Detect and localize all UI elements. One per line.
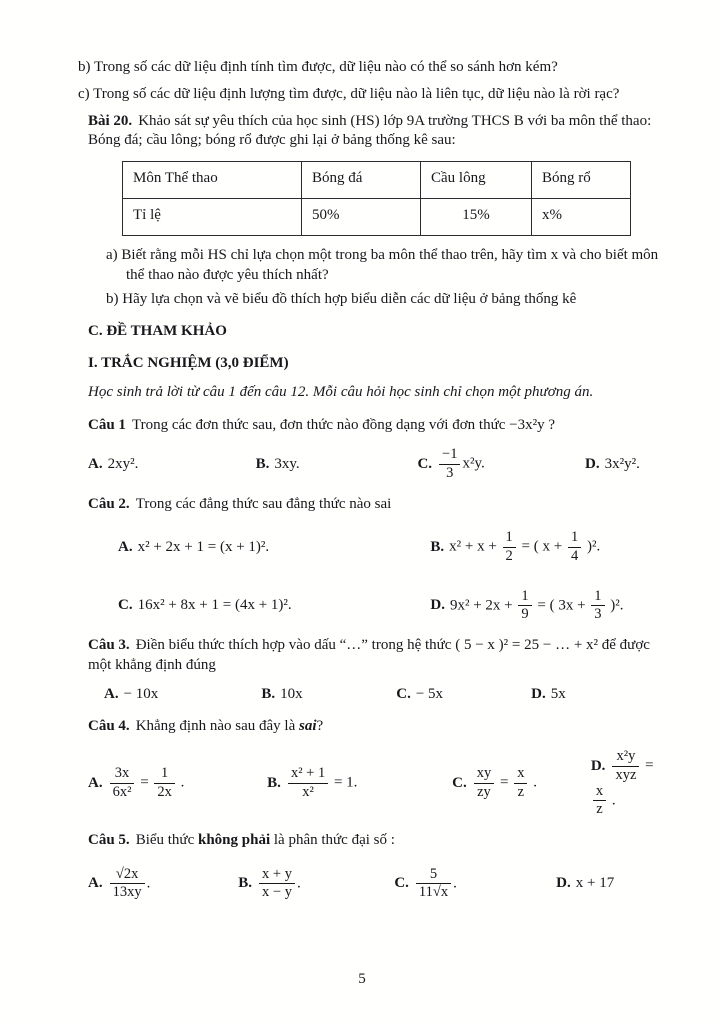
question-2-label: Câu 2. [88, 495, 130, 512]
math-text: = 1. [330, 775, 358, 792]
fraction-denominator: z [514, 783, 527, 801]
option-text: 16x² + 8x + 1 = (4x + 1)². [137, 597, 292, 614]
page-number: 5 [358, 971, 366, 988]
option-text: 3x²y². [604, 455, 640, 472]
table-header-cell: Môn Thể thao [123, 162, 302, 199]
fraction-numerator: x²y [616, 748, 636, 765]
option-label: A. [88, 775, 103, 792]
option-label: C. [396, 685, 411, 702]
q5-option-b [238, 867, 394, 901]
math-text: = [641, 757, 654, 774]
math-text: x² + x + [449, 539, 501, 556]
question-1-text: Trong các đơn thức sau, đơn thức nào đồng dạng với đơn thức −3x²y ? [131, 416, 555, 433]
bai20-paragraph [88, 112, 666, 152]
fraction [259, 867, 295, 901]
fraction [110, 867, 145, 901]
section-i-title: I. TRẮC NGHIỆM (3,0 ĐIỂM) [88, 354, 289, 371]
intro-line-c: c) Trong số các dữ liệu định lượng tìm được, dữ liệu nào là liên tục, dữ liệu nào là rời rạc? [78, 85, 620, 102]
fraction [416, 867, 451, 901]
fraction-denominator: z [593, 800, 606, 818]
q3-option-b [261, 685, 396, 705]
bai20-label: Bài 20. [88, 112, 133, 129]
section-instructions: Học sinh trả lời từ câu 1 đến câu 12. Mỗi câu hỏi học sinh chỉ chọn một phương án. [88, 383, 594, 400]
fraction-denominator: 4 [568, 547, 581, 565]
option-label: C. [417, 455, 433, 472]
q5-option-c [394, 867, 556, 901]
fraction-denominator: 13xy [110, 883, 145, 901]
option-label: A. [88, 875, 103, 892]
fraction-numerator: 1 [505, 529, 513, 546]
math-text: . [529, 775, 537, 792]
math-text: . [453, 875, 457, 892]
fraction-numerator: x + y [262, 865, 292, 882]
option-text: x² + 2x + 1 = (x + 1)². [137, 538, 270, 555]
option-text: x + 17 [575, 874, 615, 891]
fraction [591, 589, 604, 623]
table-cell: 50% [302, 198, 421, 235]
question-3 [88, 636, 666, 704]
fraction-numerator: 1 [570, 529, 579, 546]
fraction [288, 766, 328, 800]
question-5-text: Biểu thức [135, 831, 198, 848]
q4-option-d [591, 749, 666, 818]
option-label: B. [261, 685, 276, 702]
fraction-denominator: xyz [612, 766, 639, 784]
fraction-numerator: 3x [114, 765, 130, 782]
option-label: D. [430, 597, 445, 614]
option-label: B. [238, 875, 253, 892]
math-text: 9x² + 2x + [449, 597, 517, 614]
question-3-label: Câu 3. [88, 637, 130, 654]
math-text: . [146, 875, 151, 892]
question-5-stem [88, 831, 666, 851]
fraction-denominator: x − y [259, 883, 295, 901]
fraction-numerator: √2x [115, 865, 139, 882]
question-1-options [88, 447, 666, 481]
section-c-title: C. ĐỀ THAM KHẢO [88, 323, 227, 340]
fraction-denominator: 11√x [416, 883, 451, 901]
question-4-text: Khẳng định nào sau đây là [135, 718, 299, 735]
fraction [612, 749, 639, 783]
q4-option-a [88, 766, 267, 800]
math-text: )². [606, 597, 624, 614]
bai20-item-a: a) Biết rằng mỗi HS chỉ lựa chọn một trong ba môn thể thao trên, hãy tìm x và cho biết môn thể thao nào được yêu thích nhất? [106, 246, 659, 283]
question-5-tail: là phân thức đại số : [270, 831, 395, 848]
fraction [568, 530, 581, 564]
option-label: C. [394, 875, 409, 892]
q1-option-a [88, 455, 256, 475]
q3-option-a [104, 685, 261, 705]
question-4-emphasis: sai [298, 718, 317, 735]
table-data-row [123, 198, 631, 235]
fraction-numerator: x [595, 782, 604, 799]
option-text: − 10x [123, 685, 159, 702]
fraction [503, 530, 516, 564]
q4-option-b [267, 766, 452, 800]
option-label: B. [430, 539, 445, 556]
fraction [518, 589, 531, 623]
table-cell: Tỉ lệ [123, 198, 302, 235]
question-1-label: Câu 1 [88, 416, 126, 433]
fraction [593, 784, 606, 818]
q5-option-d [556, 874, 666, 894]
option-label: B. [267, 775, 281, 792]
option-text: 2xy². [107, 455, 139, 472]
option-label: A. [104, 685, 119, 702]
q1-option-d [585, 455, 666, 475]
fraction [110, 766, 135, 800]
question-5-options [88, 867, 666, 901]
question-2-options [118, 530, 666, 623]
fraction-denominator: x² [288, 783, 328, 801]
q5-option-a [88, 867, 238, 901]
q2-option-c [118, 596, 430, 616]
option-label: C. [452, 775, 467, 792]
question-3-stem [88, 636, 666, 676]
question-5-label: Câu 5. [88, 831, 130, 848]
math-text: = [136, 775, 153, 792]
question-4-tail: ? [316, 718, 324, 735]
table-header-row [123, 162, 631, 199]
option-text: 3xy. [274, 455, 300, 472]
bai20-item-b: b) Hãy lựa chọn và vẽ biểu đồ thích hợp biểu diễn các dữ liệu ở bảng thống kê [106, 291, 577, 308]
math-text: = [496, 775, 513, 792]
question-4-stem [88, 717, 666, 737]
option-text: 5x [550, 685, 566, 702]
fraction [154, 766, 175, 800]
question-2-stem [88, 495, 666, 515]
bai20-text: Khảo sát sự yêu thích của học sinh (HS) lớp 9A trường THCS B với ba môn thể thao: Bóng đá; cầu lông; bóng rổ được ghi lại ở bảng thống kê sau: [88, 112, 652, 149]
option-label: D. [531, 685, 546, 702]
q3-option-d [531, 685, 666, 705]
option-label: C. [118, 597, 133, 614]
q1-option-b [256, 455, 418, 475]
fraction-denominator: 3 [591, 605, 604, 623]
option-label: D. [556, 874, 571, 891]
q2-option-b [430, 530, 666, 564]
fraction-numerator: 1 [594, 587, 602, 604]
intro-line-b: b) Trong số các dữ liệu định tính tìm được, dữ liệu nào có thể so sánh hơn kém? [78, 59, 558, 75]
question-2 [88, 495, 666, 623]
q1-option-c [417, 447, 585, 481]
fraction-numerator: x [517, 765, 525, 782]
question-3-text: Điền biểu thức thích hợp vào dấu “…” trong hệ thức ( 5 − x )² = 25 − … + x² để được một khẳng định đúng [88, 637, 650, 673]
fraction [474, 766, 495, 800]
fraction-numerator: 1 [521, 587, 529, 604]
question-1 [88, 416, 666, 482]
math-text: . [296, 875, 301, 892]
question-5-emphasis: không phải [197, 831, 271, 848]
q3-option-c [396, 685, 531, 705]
question-4 [88, 717, 666, 817]
fraction-denominator: zy [474, 783, 495, 801]
question-1-stem [88, 416, 666, 436]
math-text: )². [583, 539, 601, 556]
option-text: 10x [280, 685, 303, 702]
fraction-numerator: xy [476, 765, 492, 782]
question-5 [88, 831, 666, 901]
table-cell: 15% [421, 198, 532, 235]
question-2-text: Trong các đẳng thức sau đẳng thức nào sai [135, 495, 392, 512]
q2-option-a [118, 538, 430, 558]
fraction-numerator: −1 [442, 446, 458, 463]
table-header-cell: Cầu lông [421, 162, 532, 199]
option-label: A. [88, 455, 103, 472]
option-label: D. [585, 455, 600, 472]
fraction [514, 766, 527, 800]
option-label: B. [255, 455, 270, 472]
fraction-numerator: 1 [161, 765, 169, 782]
math-text: = ( 3x + [533, 597, 590, 614]
question-4-options [88, 749, 666, 818]
q2-option-d [430, 589, 666, 623]
option-text: − 5x [415, 685, 444, 702]
option-label: A. [118, 538, 133, 555]
table-header-cell: Bóng đá [302, 162, 421, 199]
table-header-cell: Bóng rổ [532, 162, 631, 199]
fraction-denominator: 2 [503, 547, 516, 565]
statistics-table [122, 161, 631, 236]
fraction-denominator: 9 [518, 605, 531, 623]
fraction [439, 447, 460, 481]
table-cell: x% [532, 198, 631, 235]
option-label: D. [590, 757, 606, 774]
math-text: = ( x + [517, 539, 566, 556]
fraction-numerator: x² + 1 [290, 765, 326, 782]
option-text: x²y. [462, 455, 485, 472]
fraction-denominator: 3 [439, 464, 460, 482]
question-3-options [104, 685, 666, 705]
fraction-denominator: 6x² [110, 783, 135, 801]
fraction-denominator: 2x [154, 783, 175, 801]
math-text: . [608, 792, 616, 809]
math-text: . [176, 775, 185, 792]
fraction-numerator: 5 [429, 865, 438, 882]
q4-option-c [452, 766, 591, 800]
question-4-label: Câu 4. [88, 718, 130, 735]
